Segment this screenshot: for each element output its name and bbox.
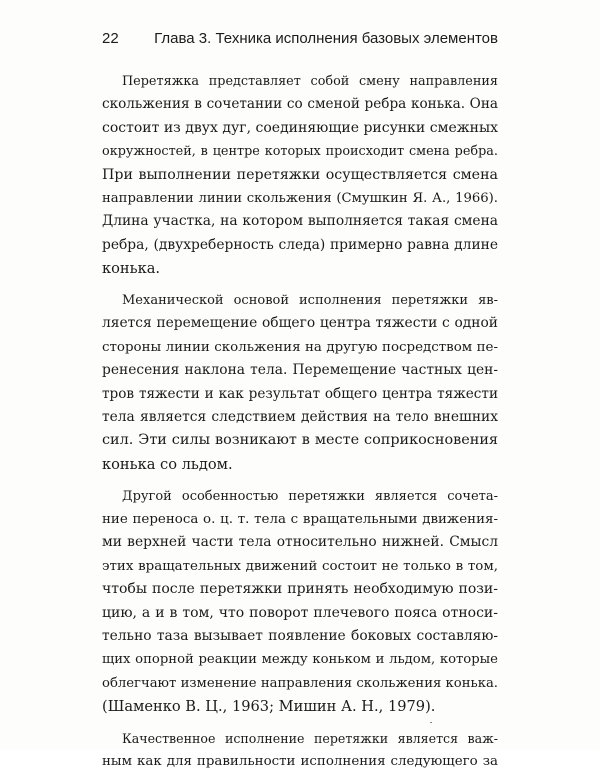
- text-line: Качественное исполнение перетяжки является важ-: [122, 731, 498, 747]
- text-line: ние переноса о. ц. т. тела с вращательными движения-: [102, 512, 498, 528]
- paragraph-1: [102, 70, 498, 281]
- text-line: щих опорной реакции между коньком и льдом, которые: [102, 652, 498, 668]
- text-line: ми верхней части тела относительно нижней. Смысл: [102, 534, 498, 551]
- text-line: сил. Эти силы возникают в месте соприкосновения: [102, 432, 498, 449]
- text-line: Механической основой исполнения перетяжки яв-: [122, 293, 498, 309]
- chapter-title: Глава 3. Техника исполнения базовых элементов: [154, 30, 498, 47]
- text-line: Длина участка, на котором выполняется такая смена: [102, 213, 498, 230]
- text-line: цию, а и в том, что поворот плечевого пояса относи-: [102, 604, 498, 621]
- text-line: направлении линии скольжения (Смушкин Я. А., 1966).: [102, 190, 498, 206]
- body-text: [102, 70, 498, 782]
- text-line: ным как для правильности исполнения следующего за: [102, 754, 498, 770]
- text-line: тров тяжести и как результат общего центра тяжести: [102, 385, 498, 402]
- text-line: окружностей, в центре которых происходит смена ребра.: [102, 144, 498, 160]
- text-line: стороны линии скольжения на другую посредством пе-: [102, 339, 498, 355]
- paragraph-4: [102, 727, 498, 774]
- text-line: При выполнении перетяжки осуществляется смена: [102, 166, 498, 183]
- text-line: скольжения в сочетании со сменой ребра конька. Она: [102, 96, 498, 113]
- text-line: ренесения наклона тела. Перемещение частных цен-: [102, 362, 498, 379]
- text-line: ребра, (двухреберность следа) примерно равна длине: [102, 236, 498, 253]
- text-line: ляется перемещение общего центра тяжести с одной: [102, 315, 498, 332]
- text-line: (Шаменко В. Ц., 1963; Мишин А. Н., 1979).: [102, 698, 436, 716]
- paragraph-3: [102, 485, 498, 719]
- paragraph-2: [102, 289, 498, 476]
- text-line: состоит из двух дуг, соединяющие рисунки смежных: [102, 119, 498, 136]
- text-line: Другой особенностью перетяжки является сочета-: [122, 488, 498, 504]
- text-line: конька со льдом.: [102, 455, 233, 473]
- text-line: чтобы после перетяжки принять необходимую пози-: [102, 581, 498, 598]
- page-number: 22: [102, 30, 119, 47]
- text-line: тела является следствием действия на тело внешних: [102, 408, 498, 425]
- print-mark: [430, 722, 432, 723]
- text-line: тельно таза вызывает появление боковых составляю-: [102, 627, 498, 644]
- text-line: Перетяжка представляет собой смену направления: [122, 74, 498, 89]
- text-line: этих вращательных движений состоит не только в том,: [102, 558, 498, 574]
- text-line: облегчают изменение направления скольжения конька.: [102, 675, 498, 691]
- text-line: конька.: [102, 260, 161, 278]
